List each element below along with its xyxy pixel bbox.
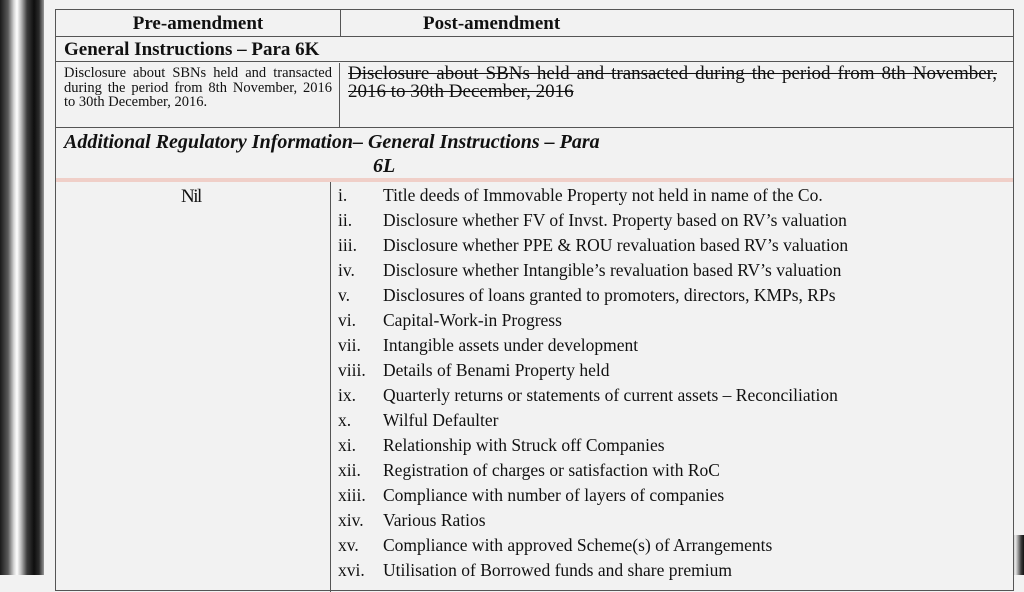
list-item-text: Intangible assets under development xyxy=(383,335,639,355)
list-item-text: Disclosure whether FV of Invst. Property based on RV’s valuation xyxy=(383,210,847,230)
additional-heading-line2: 6L xyxy=(373,155,396,177)
list-item-text: Details of Benami Property held xyxy=(383,360,610,380)
list-item xyxy=(337,508,1007,533)
list-item xyxy=(337,483,1007,508)
list-item-text: Disclosure whether PPE & ROU revaluation based RV’s valuation xyxy=(383,235,849,255)
list-item-number: xii. xyxy=(338,460,361,480)
list-item-number: vi. xyxy=(338,310,356,330)
post-amendment-header xyxy=(341,10,1013,36)
list-item-text: Compliance with number of layers of companies xyxy=(383,485,725,505)
list-item-number: xi. xyxy=(338,435,356,455)
list-item-number: iv. xyxy=(338,260,355,280)
sbn-disclosure-post-struck: Disclosure about SBNs held and transacted during the period from 8th November, 2016 to 30th December, 2016 xyxy=(348,63,997,102)
list-item-number: iii. xyxy=(338,235,357,255)
slide-left-border xyxy=(0,0,44,575)
list-item xyxy=(337,258,1007,283)
list-item xyxy=(337,208,1007,233)
pre-amendment-cell xyxy=(56,182,331,592)
post-amendment-header-label: Post-amendment xyxy=(423,13,561,34)
general-instructions-heading: General Instructions – Para 6K xyxy=(56,37,1013,62)
list-item-number: xvi. xyxy=(338,560,365,580)
list-item-text: Disclosures of loans granted to promoters, directors, KMPs, RPs xyxy=(383,285,836,305)
table-header-row xyxy=(56,10,1013,37)
list-item-number: xv. xyxy=(338,535,359,555)
list-item-number: x. xyxy=(338,410,352,430)
additional-heading-line1: Additional Regulatory Information– General Instructions – Para xyxy=(64,131,600,153)
list-item-number: xiii. xyxy=(338,485,366,505)
list-item xyxy=(337,433,1007,458)
nil-value: Nil xyxy=(181,186,201,207)
list-item-text: Capital-Work-in Progress xyxy=(383,310,562,330)
list-item-number: ix. xyxy=(338,385,356,405)
list-item xyxy=(337,558,1007,583)
list-item-number: ii. xyxy=(338,210,353,230)
list-item-text: Utilisation of Borrowed funds and share premium xyxy=(383,560,732,580)
list-item-text: Relationship with Struck off Companies xyxy=(383,435,665,455)
list-item-number: v. xyxy=(338,285,350,305)
list-item-text: Disclosure whether Intangible’s revaluation based RV’s valuation xyxy=(383,260,842,280)
pre-amendment-header: Pre-amendment xyxy=(56,10,341,36)
list-item xyxy=(337,358,1007,383)
sbn-disclosure-pre: Disclosure about SBNs held and transacted during the period from 8th November, 2016 to 30th December, 2016. xyxy=(56,63,340,127)
list-item-text: Wilful Defaulter xyxy=(383,410,499,430)
list-item xyxy=(337,308,1007,333)
list-item xyxy=(337,183,1007,208)
post-amendment-list xyxy=(337,183,1007,583)
list-item xyxy=(337,408,1007,433)
list-item xyxy=(337,533,1007,558)
list-item-number: viii. xyxy=(338,360,366,380)
additional-regulatory-heading xyxy=(56,128,1013,180)
list-item-text: Registration of charges or satisfaction with RoC xyxy=(383,460,720,480)
list-item-number: i. xyxy=(338,185,348,205)
list-item xyxy=(337,283,1007,308)
list-item-text: Various Ratios xyxy=(383,510,486,530)
list-item-number: xiv. xyxy=(338,510,364,530)
list-item-text: Title deeds of Immovable Property not held in name of the Co. xyxy=(383,185,823,205)
list-item xyxy=(337,233,1007,258)
list-item-text: Quarterly returns or statements of current assets – Reconciliation xyxy=(383,385,838,405)
list-item xyxy=(337,333,1007,358)
list-item-number: vii. xyxy=(338,335,361,355)
list-item-text: Compliance with approved Scheme(s) of Arrangements xyxy=(383,535,773,555)
list-item xyxy=(337,458,1007,483)
list-item xyxy=(337,383,1007,408)
